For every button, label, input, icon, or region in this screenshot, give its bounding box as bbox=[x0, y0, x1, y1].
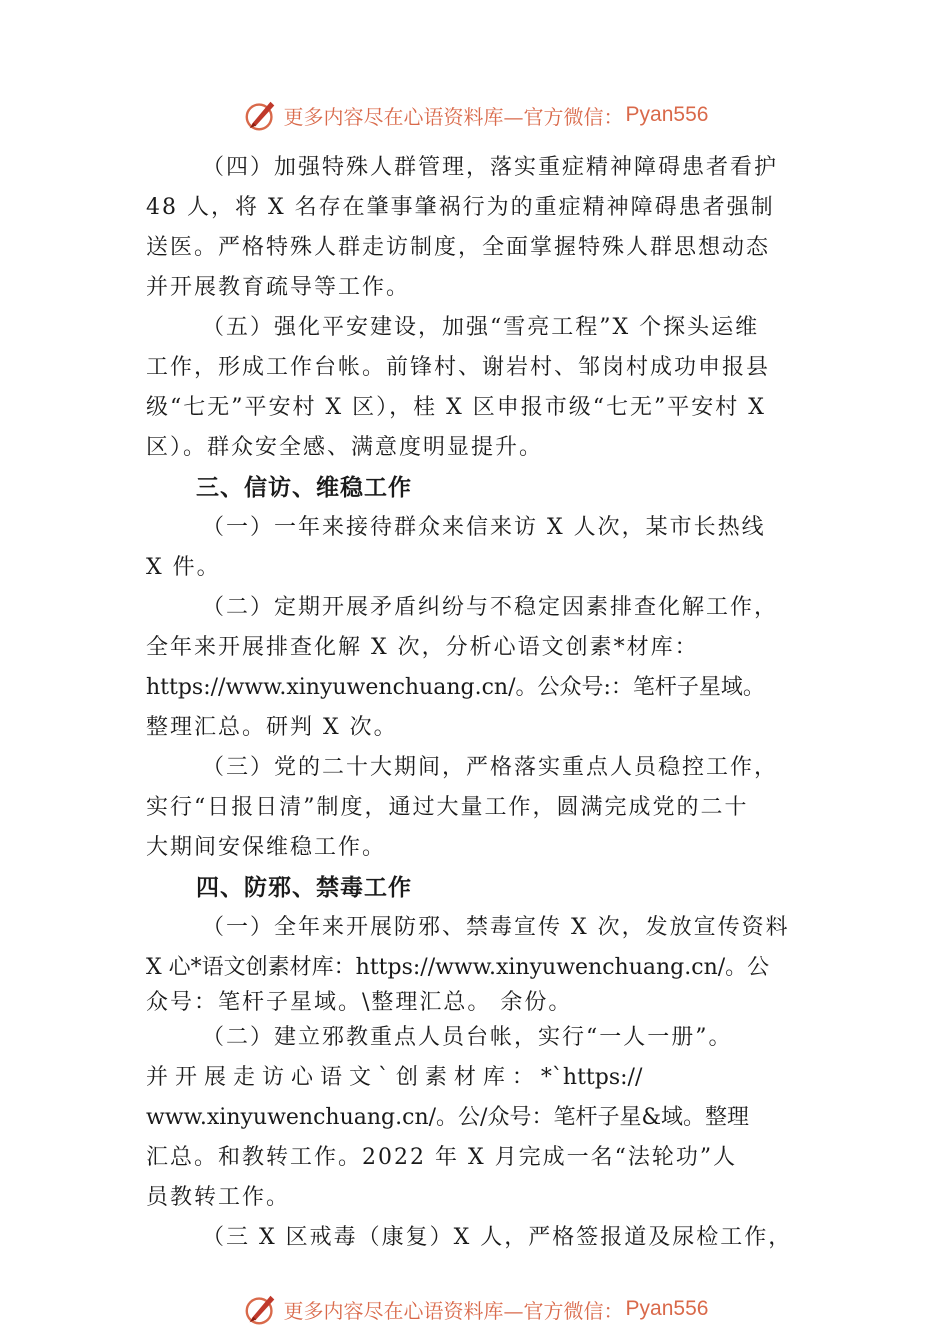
paragraph-line: （四）加强特殊人群管理，落实重症精神障碍患者看护 bbox=[202, 155, 779, 180]
paragraph-line: （一）一年来接待群众来信来访 X 人次，某市长热线 bbox=[202, 515, 766, 540]
paragraph-line: 众号：笔杆子星域。\整理汇总。 余份。 bbox=[146, 990, 573, 1015]
paragraph-line: 区）。群众安全感、满意度明显提升。 bbox=[146, 435, 544, 460]
paragraph-line: （二）建立邪教重点人员台帐，实行“一人一册”。 bbox=[202, 1025, 733, 1050]
section-heading: 四、防邪、禁毒工作 bbox=[196, 875, 412, 901]
paragraph-line: （二）定期开展矛盾纠纷与不稳定因素排查化解工作， bbox=[202, 595, 779, 620]
document-body bbox=[146, 148, 818, 1258]
quill-logo-icon bbox=[242, 1290, 280, 1328]
paragraph-line: 并 开 展 走 访 心 语 文 ` 创 素 材 库 ： *`https:// bbox=[146, 1065, 643, 1090]
paragraph-line: （五）强化平安建设，加强“雪亮工程”X 个探头运维 bbox=[202, 315, 760, 340]
paragraph-line: （三）党的二十大期间，严格落实重点人员稳控工作， bbox=[202, 755, 779, 780]
paragraph-line: （一）全年来开展防邪、禁毒宣传 X 次，发放宣传资料 bbox=[202, 915, 790, 940]
watermark-text: 更多内容尽在心语资料库—官方微信： bbox=[283, 104, 624, 129]
paragraph-line: 全年来开展排查化解 X 次，分析心语文创素*材库： bbox=[146, 635, 699, 660]
watermark-header bbox=[0, 93, 950, 137]
paragraph-line: 工作，形成工作台帐。前锋村、谢岩村、邹岗村成功申报县 bbox=[146, 355, 771, 380]
paragraph-line: 48 人，将 X 名存在肇事肇祸行为的重症精神障碍患者强制 bbox=[146, 195, 775, 220]
paragraph-line: 员教转工作。 bbox=[146, 1185, 291, 1210]
watermark-wechat-id: Pyan556 bbox=[625, 1297, 709, 1320]
paragraph-line: 并开展教育疏导等工作。 bbox=[146, 275, 411, 300]
paragraph-line: www.xinyuwenchuang.cn/。公/众号：笔杆子星&域。整理 bbox=[146, 1105, 750, 1130]
paragraph-line: 大期间安保维稳工作。 bbox=[146, 835, 387, 860]
paragraph-line: https://www.xinyuwenchuang.cn/。公众号:：笔杆子星域。 bbox=[146, 675, 765, 700]
paragraph-line: （三 X 区戒毒（康复）X 人，严格签报道及尿检工作， bbox=[202, 1225, 793, 1250]
watermark-wechat-id: Pyan556 bbox=[625, 103, 709, 126]
quill-logo-icon bbox=[242, 96, 280, 134]
watermark-text: 更多内容尽在心语资料库—官方微信： bbox=[283, 1298, 624, 1323]
paragraph-line: 整理汇总。研判 X 次。 bbox=[146, 715, 398, 740]
paragraph-line: 汇总。和教转工作。2022 年 X 月完成一名“法轮功”人 bbox=[146, 1145, 738, 1170]
section-heading: 三、信访、维稳工作 bbox=[196, 475, 412, 501]
watermark-footer bbox=[0, 1287, 950, 1331]
paragraph-line: X 件。 bbox=[146, 555, 221, 580]
paragraph-line: 送医。严格特殊人群走访制度，全面掌握特殊人群思想动态 bbox=[146, 235, 771, 260]
paragraph-line: 实行“日报日清”制度，通过大量工作，圆满完成党的二十 bbox=[146, 795, 749, 820]
paragraph-line: 级“七无”平安村 X 区），桂 X 区申报市级“七无”平安村 X bbox=[146, 395, 766, 420]
paragraph-line: X 心*语文创素材库：https://www.xinyuwenchuang.cn/。公 bbox=[146, 955, 770, 980]
